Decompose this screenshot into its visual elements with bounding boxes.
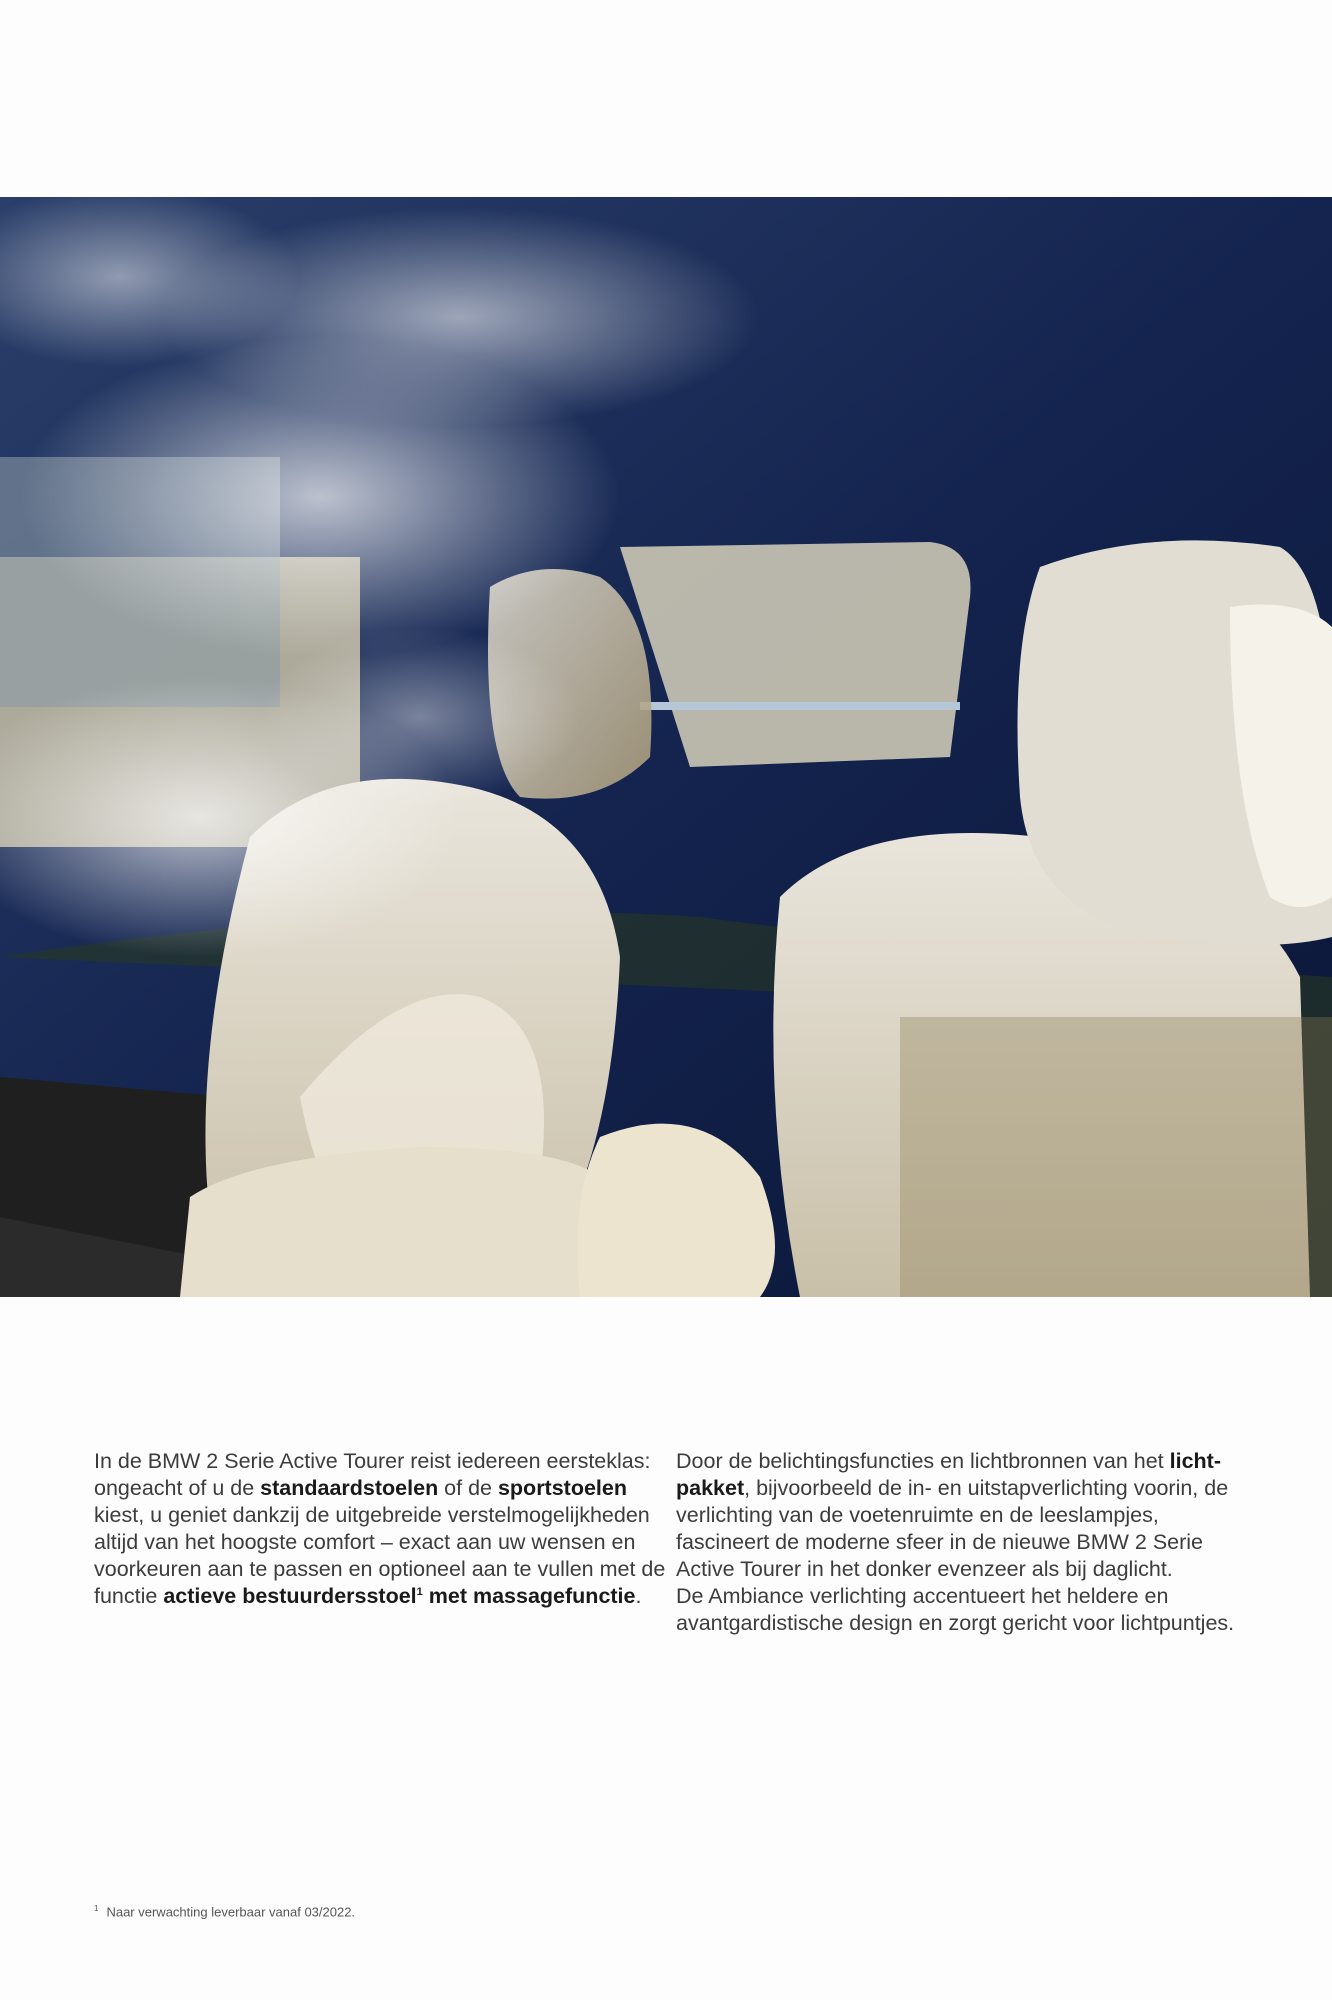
footnote: [94, 1904, 355, 1919]
text-span: In de BMW 2 Serie Active Tourer reist iedereen eersteklas: ongeacht of u de: [94, 1449, 651, 1500]
lighting-paragraph: [676, 1448, 1256, 1583]
text-span: Door de belichtingsfuncties en lichtbronnen van het: [676, 1449, 1170, 1473]
text-span: kiest, u geniet dankzij de uitgebreide verstelmogelijkheden altijd van het hoogste comfort – exact aan uw wensen en voorkeuren aan te passen en optioneel aan te vullen met de functie: [94, 1503, 666, 1608]
text-span: , bijvoorbeeld de in- en uitstapverlichting voorin, de verlichting van de voetenruimte en de leeslampjes, fascineert de moderne sfeer in de nieuwe BMW 2 Serie Active Tourer in het donker evenzeer als bij daglicht.: [676, 1476, 1229, 1581]
active-seat-bold: [163, 1584, 635, 1608]
hero-photo: [0, 197, 1332, 1297]
light-package-bold: licht-pakket: [676, 1449, 1221, 1500]
ambiance-paragraph: De Ambiance verlichting accentueert het heldere en avantgardistische design en zorgt gericht voor lichtpuntjes.: [676, 1584, 1235, 1635]
active-seat-label: actieve bestuurdersstoel: [163, 1584, 417, 1608]
standard-seats-bold: standaardstoelen: [260, 1476, 439, 1500]
text-span: of de: [438, 1476, 498, 1500]
car-interior-image: [0, 197, 1332, 1297]
lighting-description: [676, 1448, 1256, 1637]
seats-paragraph: [94, 1448, 674, 1610]
footnote-marker: 1: [94, 1904, 99, 1913]
footnote-text: Naar verwachting leverbaar vanaf 03/2022.: [106, 1904, 356, 1920]
footnote-marker: 1: [416, 1585, 423, 1598]
massage-label: met massagefunctie: [422, 1584, 636, 1608]
sport-seats-bold: sportstoelen: [497, 1476, 627, 1500]
seats-description: [94, 1448, 674, 1610]
text-span: .: [635, 1584, 642, 1608]
